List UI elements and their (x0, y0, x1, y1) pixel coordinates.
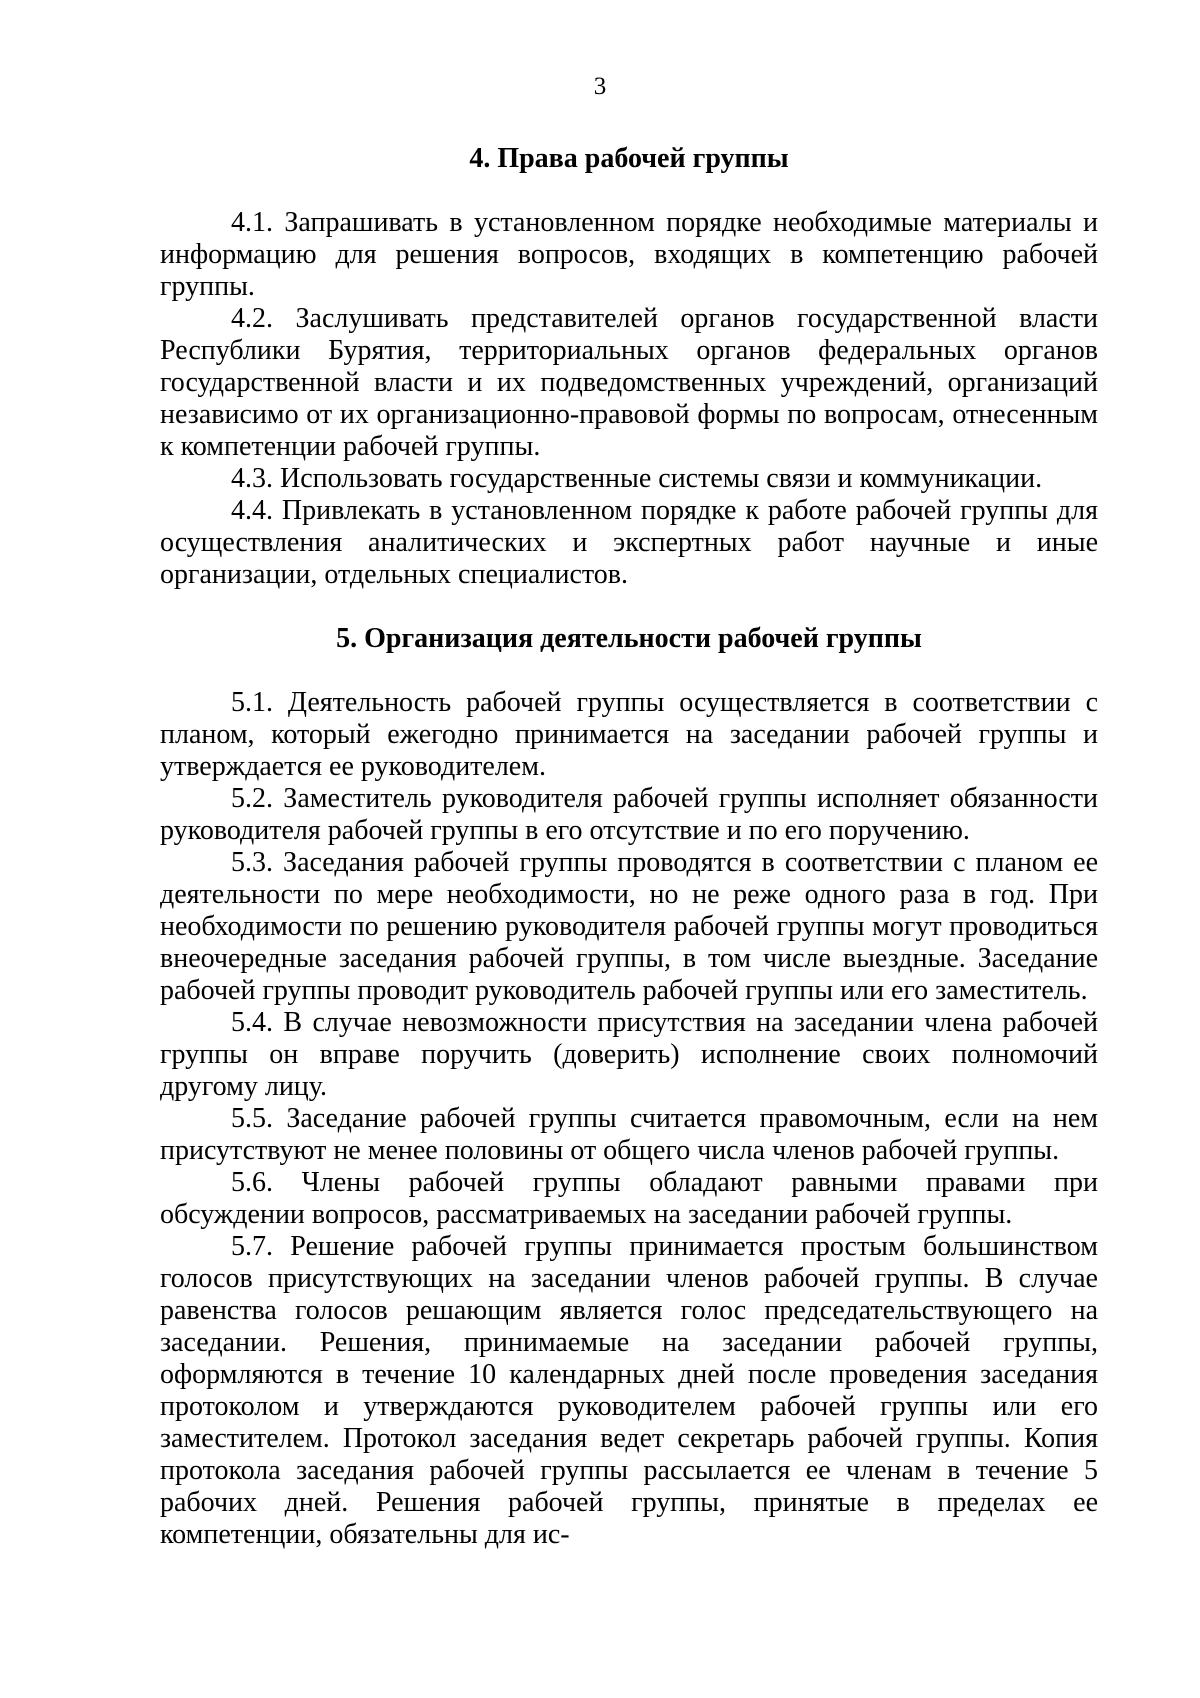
section-organization (160, 623, 1098, 1551)
paragraph-5-7: 5.7. Решение рабочей группы принимается простым большинством голосов присутствующих на заседании членов рабочей группы. В случае равенства голосов решающим является голос председательствующего на заседании. Решения, принимаемые на заседании рабочей группы, оформляются в течение 10 календарных дней после проведения заседания протоколом и утверждаются руководителем рабочей группы или его заместителем. Протокол заседания ведет секретарь рабочей группы. Копия протокола заседания рабочей группы рассылается ее членам в течение 5 рабочих дней. Решения рабочей группы, принятые в пределах ее компетенции, обязательны для ис- (160, 1231, 1098, 1550)
paragraph-5-2: 5.2. Заместитель руководителя рабочей группы исполняет обязанности руководителя рабочей группы в его отсутствие и по его поручению. (160, 783, 1098, 846)
section-heading: 4. Права рабочей группы (469, 143, 789, 174)
section-rights (160, 143, 1098, 591)
page-number: 3 (593, 73, 607, 100)
paragraph-5-5: 5.5. Заседание рабочей группы считается правомочным, если на нем присутствуют не менее половины от общего числа членов рабочей группы. (160, 1103, 1098, 1166)
section-paragraphs (160, 207, 1098, 591)
paragraph-5-4: 5.4. В случае невозможности присутствия на заседании члена рабочей группы он вправе поручить (доверить) исполнение своих полномочий другому лицу. (160, 1007, 1098, 1102)
paragraph-5-6: 5.6. Члены рабочей группы обладают равными правами при обсуждении вопросов, рассматриваемых на заседании рабочей группы. (160, 1167, 1098, 1230)
section-paragraphs (160, 687, 1098, 1551)
paragraph-5-1: 5.1. Деятельность рабочей группы осуществляется в соответствии с планом, который ежегодно принимается на заседании рабочей группы и утверждается ее руководителем. (160, 687, 1098, 782)
document-body (160, 143, 1098, 1551)
section-heading: 5. Организация деятельности рабочей группы (336, 623, 922, 654)
paragraph-4-2: 4.2. Заслушивать представителей органов государственной власти Республики Бурятия, территориальных органов федеральных органов государственной власти и их подведомственных учреждений, организаций независимо от их организационно-правовой формы по вопросам, отнесенным к компетенции рабочей группы. (160, 303, 1098, 462)
paragraph-4-1: 4.1. Запрашивать в установленном порядке необходимые материалы и информацию для решения вопросов, входящих в компетенцию рабочей группы. (160, 207, 1098, 302)
paragraph-4-4: 4.4. Привлекать в установленном порядке к работе рабочей группы для осуществления аналитических и экспертных работ научные и иные организации, отдельных специалистов. (160, 495, 1098, 590)
paragraph-5-3: 5.3. Заседания рабочей группы проводятся в соответствии с планом ее деятельности по мере необходимости, но не реже одного раза в год. При необходимости по решению руководителя рабочей группы могут проводиться внеочередные заседания рабочей группы, в том числе выездные. Заседание рабочей группы проводит руководитель рабочей группы или его заместитель. (160, 847, 1098, 1006)
paragraph-4-3: 4.3. Использовать государственные системы связи и коммуникации. (231, 463, 1043, 494)
